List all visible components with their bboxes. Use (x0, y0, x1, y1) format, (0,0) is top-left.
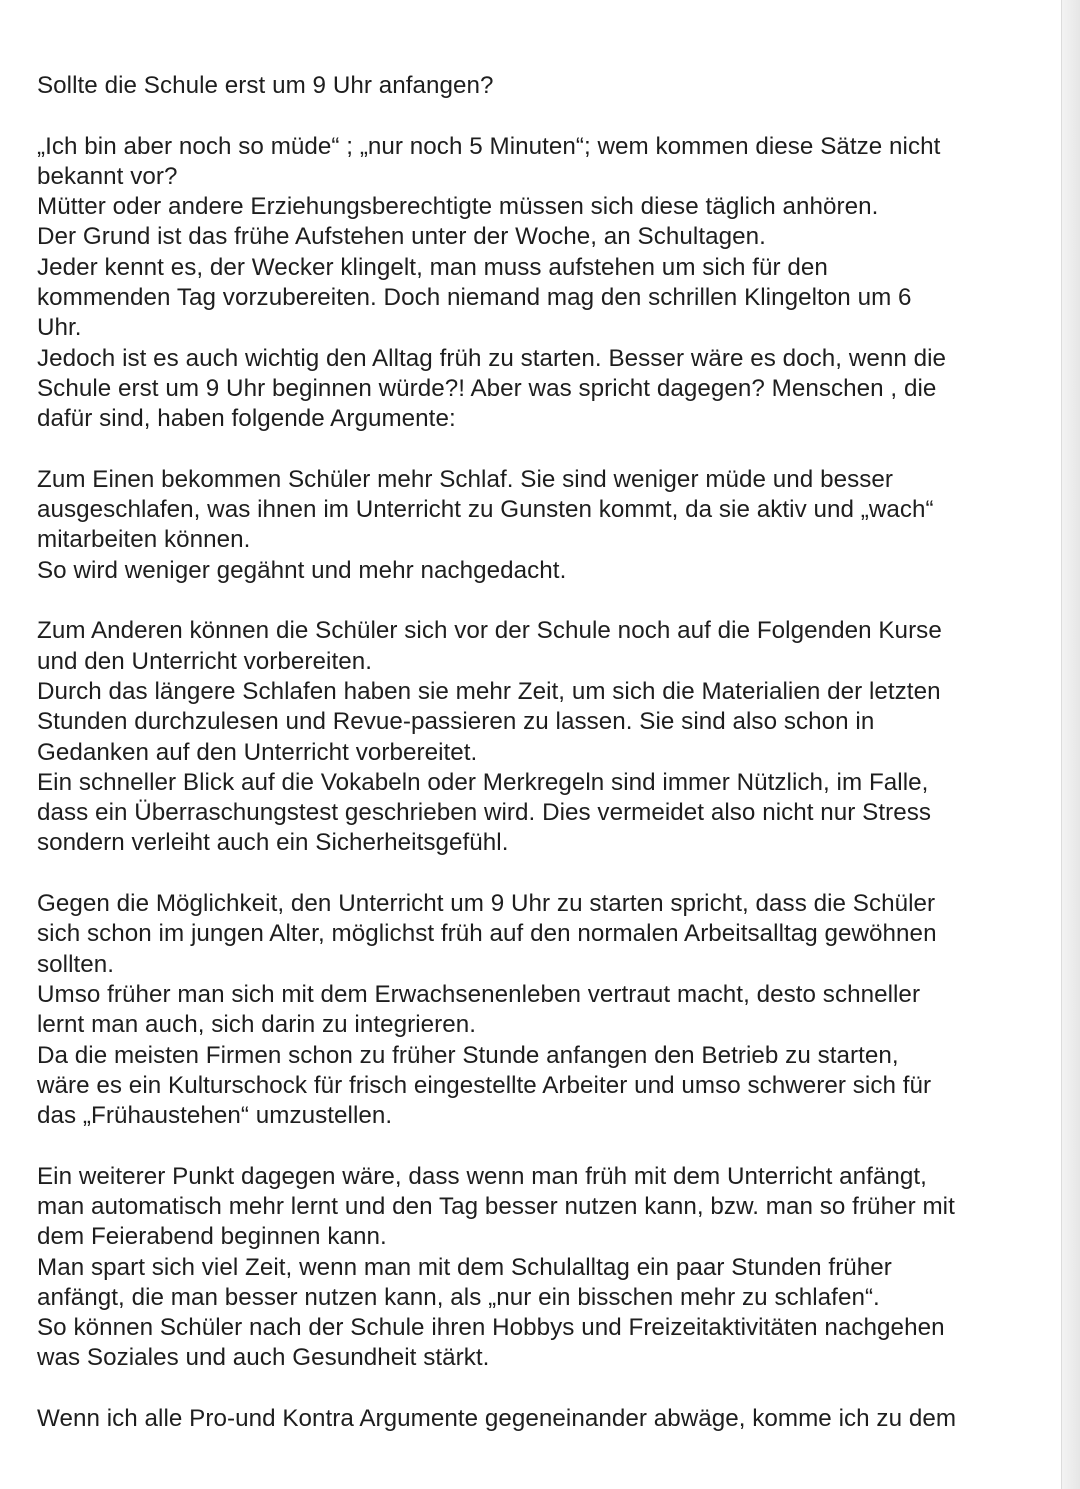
paragraph-spacer (37, 859, 1042, 889)
paragraph-spacer (37, 586, 1042, 616)
paragraph-spacer (37, 1374, 1042, 1404)
paragraph-spacer (37, 1131, 1042, 1161)
paragraph-contra-work-habits: Gegen die Möglichkeit, den Unterricht um 9 Uhr zu starten spricht, dass die Schüler sich schon im jungen Alter, möglichst früh auf den normalen Arbeitsalltag gewöhnen sollten. Umso früher man sich mit dem Erwachsenenleben vertraut macht, desto schneller lernt man auch, sich darin zu integrieren. Da die meisten Firmen schon zu früher Stunde anfangen den Betrieb zu starten, wäre es ein Kulturschock für frisch eingestellte Arbeiter und umso schwerer sich für das „Frühaustehen“ umzustellen. (37, 890, 937, 1130)
document-title: Sollte die Schule erst um 9 Uhr anfangen? (37, 72, 494, 99)
paragraph-spacer (37, 435, 1042, 465)
paragraph-intro: „Ich bin aber noch so müde“ ; „nur noch 5 Minuten“; wem kommen diese Sätze nicht bekannt vor? Mütter oder andere Erziehungsberechtigte müssen sich diese täglich anhören. Der Grund ist das frühe Aufstehen unter der Woche, an Schultagen. Jeder kennt es, der Wecker klingelt, man muss aufstehen um sich für den kommenden Tag vorzubereiten. Doch niemand mag den schrillen Klingelton um 6 Uhr. Jedoch ist es auch wichtig den Alltag früh zu starten. Besser wäre es doch, wenn die Schule erst um 9 Uhr beginnen würde?! Aber was spricht dagegen? Menschen , die dafür sind, haben folgende Argumente: (37, 132, 947, 433)
document-text (37, 71, 1042, 1434)
paragraph-pro-preparation: Zum Anderen können die Schüler sich vor der Schule noch auf die Folgenden Kurse und den Unterricht vorbereiten. Durch das längere Schlafen haben sie mehr Zeit, um sich die Materialien der letzten Stunden durchzulesen und Revue-passieren zu lassen. Sie sind also schon in Gedanken auf den Unterricht vorbereitet. Ein schneller Blick auf die Vokabeln oder Merkregeln sind immer Nützlich, im Falle, dass ein Überraschungstest geschrieben wird. Dies vermeidet also nicht nur Stress sondern verleiht auch ein Sicherheitsgefühl. (37, 617, 942, 857)
paragraph-contra-time: Ein weiterer Punkt dagegen wäre, dass wenn man früh mit dem Unterricht anfängt, man automatisch mehr lernt und den Tag besser nutzen kann, bzw. man so früher mit dem Feierabend beginnen kann. Man spart sich viel Zeit, wenn man mit dem Schulalltag ein paar Stunden früher anfängt, die man besser nutzen kann, als „nur ein bisschen mehr zu schlafen“. So können Schüler nach der Schule ihren Hobbys und Freizeitaktivitäten nachgehen was Soziales und auch Gesundheit stärkt. (37, 1162, 955, 1372)
paragraph-conclusion-start: Wenn ich alle Pro-und Kontra Argumente gegeneinander abwäge, komme ich zu dem (37, 1405, 957, 1433)
paragraph-spacer (37, 101, 1042, 131)
page-edge-shadow (1061, 0, 1080, 1489)
paragraph-pro-sleep: Zum Einen bekommen Schüler mehr Schlaf. Sie sind weniger müde und besser ausgeschlafen, was ihnen im Unterricht zu Gunsten kommt, da sie aktiv und „wach“ mitarbeiten können. So wird weniger gegähnt und mehr nachgedacht. (37, 465, 934, 584)
